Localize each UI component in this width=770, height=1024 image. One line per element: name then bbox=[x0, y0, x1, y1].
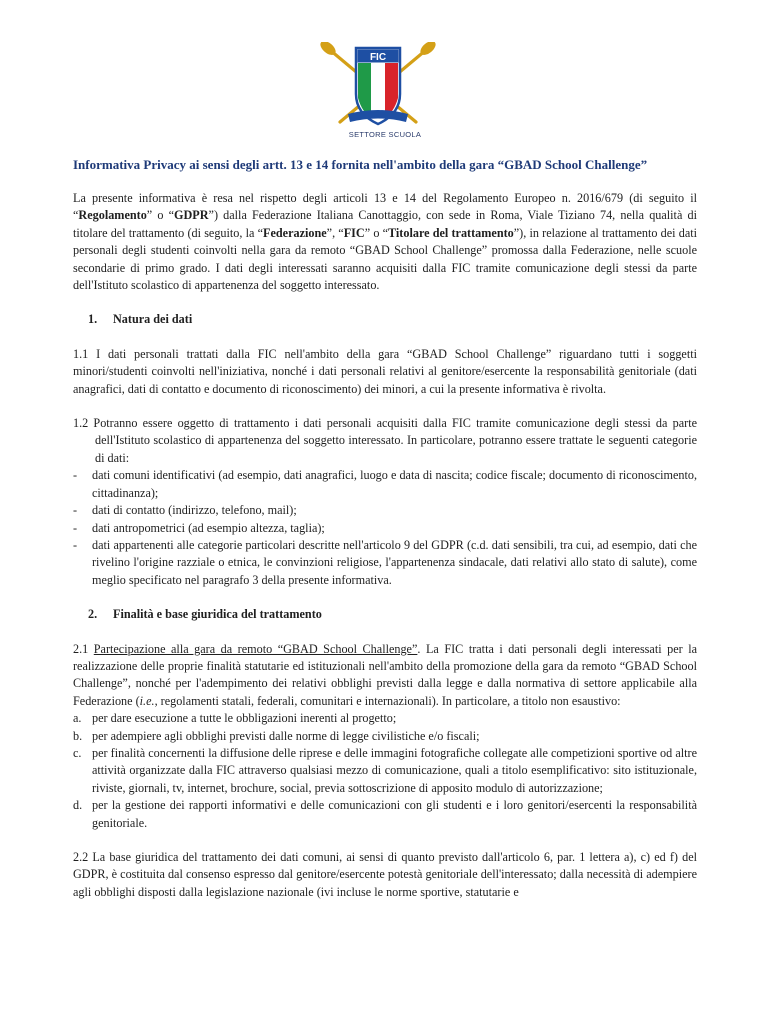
purposes-list bbox=[73, 710, 697, 832]
section-2-heading: 2. Finalità e base giuridica del trattamento bbox=[88, 607, 322, 622]
logo-subtitle: SETTORE SCUOLA bbox=[348, 130, 422, 139]
list-item: - dati antropometrici (ad esempio altezza, taglia); bbox=[73, 520, 325, 535]
list-item: - dati comuni identificativi (ad esempio, dati anagrafici, luogo e data di nascita; codice fiscale; documento di riconoscimento, cittadinanza); bbox=[73, 468, 697, 500]
paragraph-1-2: 1.2 Potranno essere oggetto di trattamento i dati personali acquisiti dalla FIC tramite comunicazione degli stessi da parte dell'Istituto scolastico di appartenenza del soggetto interessato. In particolare, potranno essere trattate le seguenti categorie di dati: bbox=[73, 416, 697, 465]
fic-crest-icon bbox=[318, 42, 438, 142]
paragraph-2-1: 2.1 Partecipazione alla gara da remoto “GBAD School Challenge”. La FIC tratta i dati personali degli interessati per la realizzazione delle proprie finalità statutarie ed istituzionali nell'ambito della promozione della gara da remoto “GBAD School Challenge”, nonché per l'adempimento dei relativi obblighi previsti dalla legge e dalla normativa di settore applicabile alla Federazione (i.e., regolamenti statali, federali, comunitari e internazionali). In particolare, a titolo non esaustivo: bbox=[73, 641, 698, 708]
data-categories-list bbox=[73, 467, 697, 589]
list-item: - dati di contatto (indirizzo, telefono, mail); bbox=[73, 503, 297, 518]
section-1-heading: 1. Natura dei dati bbox=[88, 312, 193, 327]
list-item: a. per dare esecuzione a tutte le obbligazioni inerenti al progetto; bbox=[73, 711, 397, 726]
list-item: c. per finalità concernenti la diffusione delle riprese e delle immagini fotografiche collegate alle competizioni sportive od altre attività organizzate dalla FIC attraverso qualsiasi mezzo di comunicazione, quali a titolo esemplificativo: sito istituzionale, riviste, giornali, tv, internet, brochure, social, previa sottoscrizione di apposito modulo di autorizzazione; bbox=[73, 745, 697, 795]
paragraph-2-2: 2.2 La base giuridica del trattamento dei dati comuni, ai sensi di quanto previsto dall'articolo 6, par. 1 lettera a), c) ed f) del GDPR, è costituita dal consenso espresso dal genitore/esercente potestà genitoriale dell'interessato; dalla necessità di adempiere agli obblighi disposti dalla legislazione nazionale (ivi incluse le norme sportive, statutarie e bbox=[73, 850, 697, 899]
intro-paragraph: La presente informativa è resa nel rispetto degli articoli 13 e 14 del Regolamento Europeo n. 2016/679 (di seguito il “Regolamento” o “GDPR”) dalla Federazione Italiana Canottaggio, con sede in Roma, Viale Tiziano 74, nella qualità di titolare del trattamento (di seguito, la “Federazione”, “FIC” o “Titolare del trattamento”), in relazione al trattamento dei dati personali degli studenti coinvolti nella gara da remoto “GBAD School Challenge” promossa dalla Federazione, nelle scuole secondarie di primo grado. I dati degli interessati saranno acquisiti dalla FIC tramite comunicazione degli stessi da parte dell'Istituto scolastico di appartenenza del soggetto interessato. bbox=[73, 191, 697, 293]
fic-logo bbox=[318, 42, 438, 142]
list-item: b. per adempiere agli obblighi previsti dalle norme di legge civilistiche e/o fiscali; bbox=[73, 728, 480, 743]
list-item: d. per la gestione dei rapporti informativi e delle comunicazioni con gli studenti e i loro genitori/esercenti la responsabilità genitoriale. bbox=[73, 798, 697, 830]
document-title: Informativa Privacy ai sensi degli artt. 13 e 14 fornita nell'ambito della gara “GBAD School Challenge” bbox=[73, 157, 648, 172]
list-item: - dati appartenenti alle categorie particolari descritte nell'articolo 9 del GDPR (c.d. dati sensibili, tra cui, ad esempio, dati che rivelino l'origine razziale o etnica, le convinzioni religiose, l'appartenenza sindacale, dati relativi allo stato di salute), come meglio specificato nel paragrafo 3 della presente informativa. bbox=[73, 537, 697, 587]
svg-text:FIC: FIC bbox=[369, 52, 387, 63]
paragraph-1-1: 1.1 I dati personali trattati dalla FIC nell'ambito della gara “GBAD School Challenge” riguardano tutti i soggetti minori/studenti coinvolti nell'iniziativa, nonché i dati personali relativi al genitore/esercente la responsabilità genitoriale (dati anagrafici, dati di contatto e documento di riconoscimento) dei minori, a cui la presente informativa è rivolta. bbox=[73, 346, 697, 396]
document-body bbox=[73, 190, 697, 901]
